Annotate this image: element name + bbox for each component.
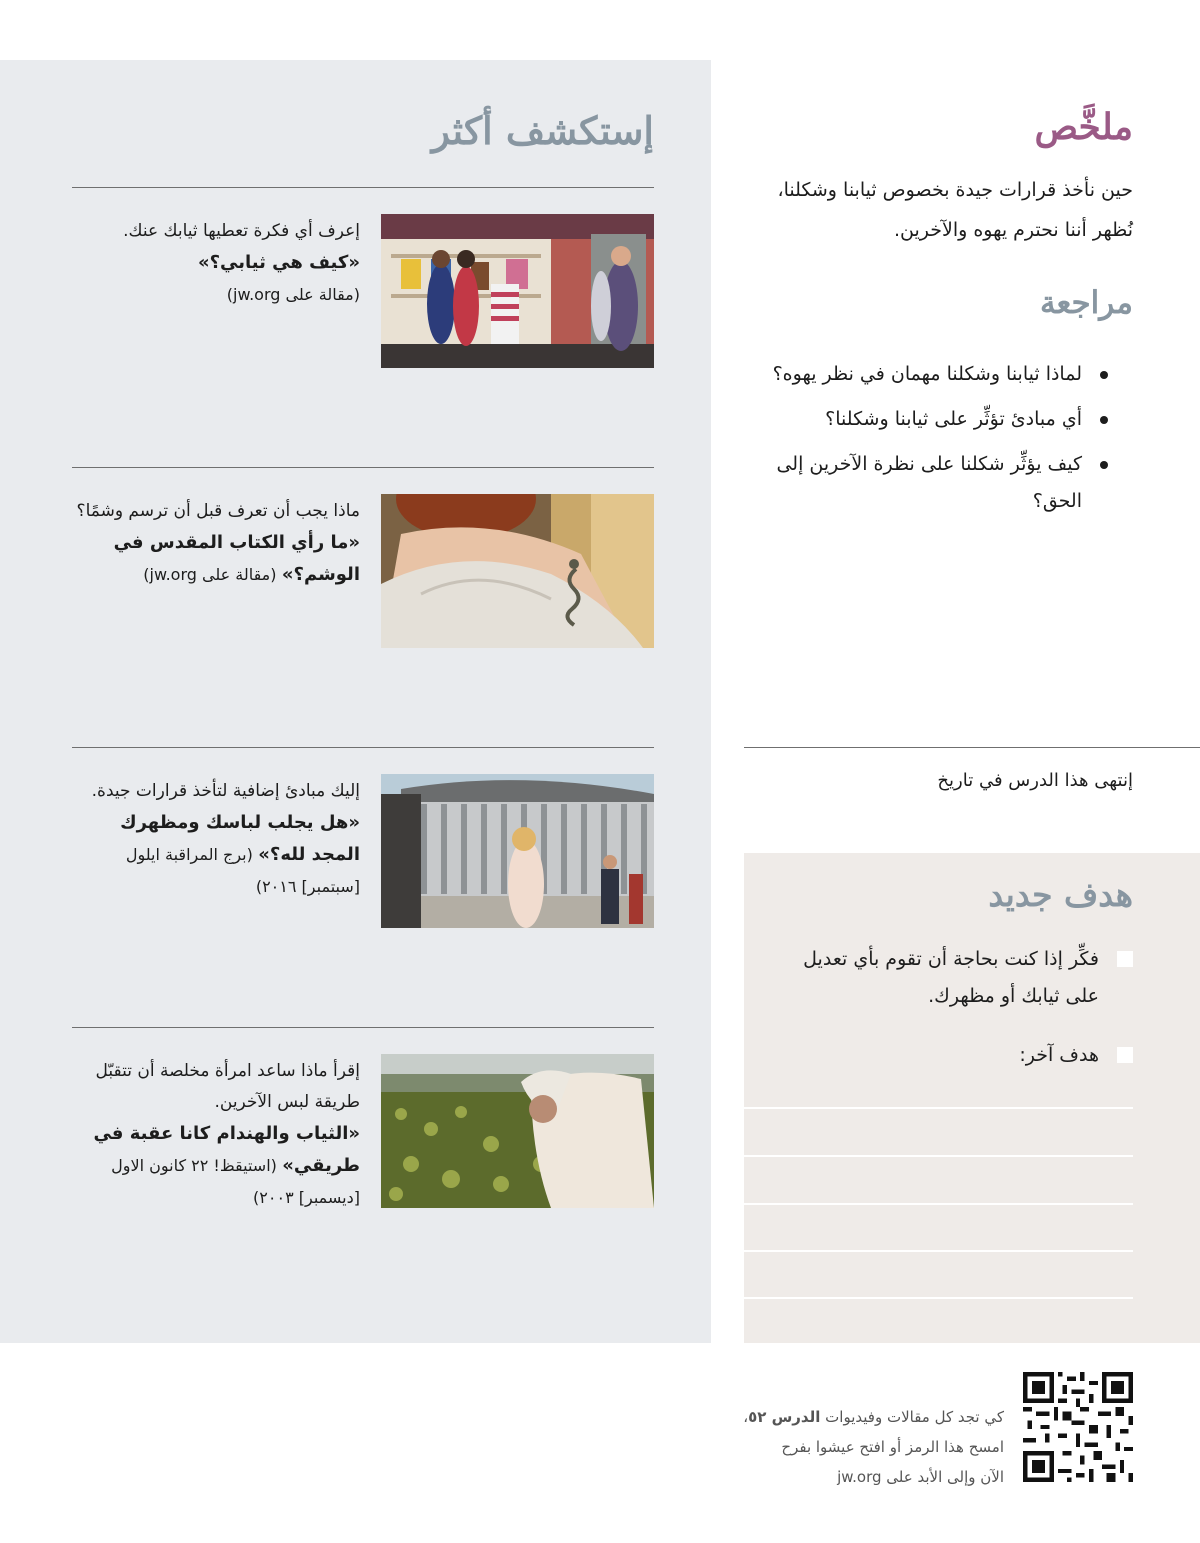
shoulder-tattoo-photo bbox=[381, 494, 654, 648]
explore-item-text bbox=[70, 776, 360, 903]
explore-item-title-link[interactable]: «كيف هي ثيابي؟» bbox=[197, 252, 360, 273]
explore-item-tattoo[interactable] bbox=[72, 468, 654, 718]
goal-item[interactable] bbox=[783, 941, 1133, 1015]
explore-item-text bbox=[70, 1056, 360, 1214]
explore-item-clothes[interactable] bbox=[72, 188, 654, 438]
explore-item-description: إليك مبادئ إضافية لتأخذ قرارات جيدة. bbox=[91, 781, 360, 801]
explore-item-source: (مقالة على jw.org) bbox=[226, 285, 360, 304]
footer-line-1: كي تجد كل مقالات وفيديوات الدرس ٥٢، bbox=[743, 1408, 1004, 1426]
explore-item-source: (برج المراقبة ايلول [سبتمبر] ٢٠١٦) bbox=[125, 845, 360, 896]
footer-line-2: امسح هذا الرمز أو افتح عيشوا بفرح bbox=[781, 1438, 1004, 1456]
explore-item-description: ماذا يجب أن تعرف قبل أن ترسم وشمًا؟ bbox=[76, 501, 360, 521]
explore-item-appearance[interactable] bbox=[72, 748, 654, 998]
explore-item-text bbox=[70, 216, 360, 311]
writing-line[interactable] bbox=[744, 1297, 1133, 1299]
goal-checkbox[interactable] bbox=[1117, 1047, 1133, 1063]
goal-item-other[interactable] bbox=[783, 1037, 1133, 1074]
summary-text: حين نأخذ قرارات جيدة بخصوص ثيابنا وشكلنا، نُظهر أننا نحترم يهوه والآخرين. bbox=[777, 179, 1133, 241]
review-question: كيف يؤثِّر شكلنا على نظرة الآخرين إلى الحق؟ bbox=[758, 446, 1108, 520]
field-woman-photo bbox=[381, 1054, 654, 1208]
explore-item-description: إعرف أي فكرة تعطيها ثيابك عنك. bbox=[123, 221, 360, 241]
writing-line[interactable] bbox=[744, 1107, 1133, 1109]
summary-title: ملخَّص bbox=[1034, 106, 1133, 148]
explore-item-dress-obstacle[interactable] bbox=[72, 1028, 654, 1278]
explore-item-text bbox=[70, 496, 360, 591]
review-title: مراجعة bbox=[1039, 285, 1133, 321]
new-goal-panel bbox=[744, 853, 1200, 1343]
explore-item-title-link[interactable]: «هل يجلب لباسك ومظهرك المجد لله؟» bbox=[120, 812, 360, 865]
review-question: لماذا ثيابنا وشكلنا مهمان في نظر يهوه؟ bbox=[758, 356, 1108, 393]
goal-checkbox[interactable] bbox=[1117, 951, 1133, 967]
explore-more-title: إستكشف أكثر bbox=[431, 108, 654, 153]
new-goal-title: هدف جديد bbox=[988, 875, 1133, 914]
footer-text bbox=[644, 1402, 1004, 1492]
explore-item-source: (مقالة على jw.org) bbox=[143, 565, 277, 584]
review-questions bbox=[758, 356, 1108, 528]
lesson-finished-date-label: إنتهى هذا الدرس في تاريخ bbox=[937, 770, 1133, 791]
review-question: أي مبادئ تؤثِّر على ثيابنا وشكلنا؟ bbox=[758, 401, 1108, 438]
divider bbox=[744, 747, 1200, 748]
explore-item-title-link[interactable]: «ما رأي الكتاب المقدس في الوشم؟» bbox=[113, 532, 360, 585]
explore-item-title-link[interactable]: «الثياب والهندام كانا عقبة في طريقي» bbox=[93, 1123, 360, 1176]
writing-line[interactable] bbox=[744, 1250, 1133, 1252]
qr-code[interactable] bbox=[1023, 1372, 1133, 1482]
writing-line[interactable] bbox=[744, 1155, 1133, 1157]
explore-item-description: إقرأ ماذا ساعد امرأة مخلصة أن تتقبّل طريقة لبس الآخرين. bbox=[95, 1061, 360, 1112]
goal-item-label: فكِّر إذا كنت بحاجة أن تقوم بأي تعديل على ثيابك أو مظهرك. bbox=[803, 948, 1099, 1007]
explore-item-source: (استيقظ! ٢٢ كانون الاول [ديسمبر] ٢٠٠٣) bbox=[111, 1156, 360, 1207]
footer-line-3: الآن وإلى الأبد على jw.org bbox=[837, 1468, 1004, 1486]
writing-line[interactable] bbox=[744, 1203, 1133, 1205]
stadium-reporter-photo bbox=[381, 774, 654, 928]
goal-item-label: هدف آخر: bbox=[1019, 1044, 1099, 1066]
clothing-store-photo bbox=[381, 214, 654, 368]
